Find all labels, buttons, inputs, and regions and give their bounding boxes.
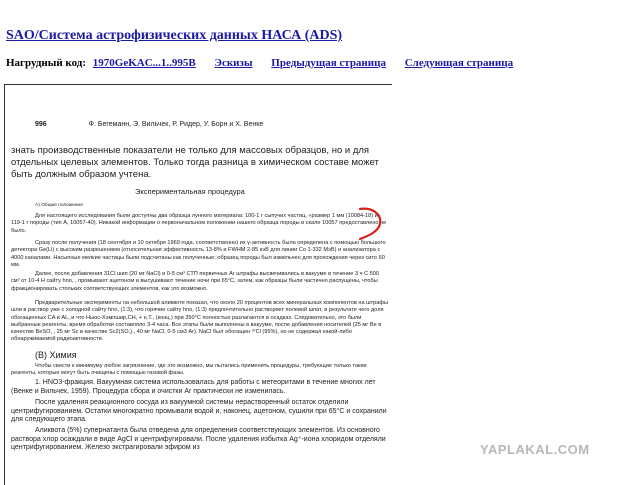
scan-subsection-a: А) Общие положения [35,203,83,208]
scan-section-b: (B) Химия [35,350,77,360]
page-title-link[interactable]: SAO/Система астрофизических данных НАСА (ADS) [6,28,343,43]
scanned-page-image [4,84,392,485]
scan-page-number: 996 [35,121,47,128]
next-page-link[interactable]: Следующая страница [404,57,514,69]
watermark: YAPLAKAL.COM [480,442,590,457]
bibcode-link[interactable]: 1970GeKAC...1..995B [92,57,196,69]
scan-paragraph-1: Для настоящего исследования были доступны два образца лунного материала: 100-1 г сыпучих частиц, «размер 1 мм (10084-18) и 119-1 г породы (тип A, 10057-40). Никакой информации о первоначальном положении нашего образца породы в скале 10057 предоставлено не было. [11,213,387,234]
nav-label: Нагрудный код: [6,57,87,69]
scan-page-header [35,121,390,128]
previous-page-link[interactable]: Предыдущая страница [271,57,386,69]
scan-paragraph-6: 1. HNO3-фракция. Вакуумная система использовалась для работы с метеоритами в течение многих лет (Венке и Вильчек, 1959). Процедура сбора и очистки Ar практически не изменилась. [11,379,376,395]
red-annotation-stroke [358,206,388,242]
scan-paragraph-3: Далее, после добавления 31Cl шип (20 мг NaCl) и 0-5 см³ СТП первичных Ar штрафы высвечивались в вакууме в течение 3 ч С 500 см³ от 10-4 Н сайту hno, , промывают ацетоном и высушивают течение ночи при 65°C, затем, как образцы были частично распущены, чтобы фракционировать стольких соответствующих элементов, как это возможно. [11,271,380,292]
scan-paragraph-2: Сразу после получения (18 сентября и 10 октября 1969 года, соответственно) их γ-активность была определена с помощью большого детектора Ge(Li) с высоким разрешением (относительная эффективность 13-8% и FWHM 2-85 кэВ для линии Co 1-332 МэВ) и анализатора с 4000 каналами. Насыпные мелкие частицы были подсчитаны как полученные; образец породы был измельчен для прохождения через сито 60 мм. [11,240,386,268]
scan-section-title: Экспериментальная процедура [135,187,245,196]
scan-paragraph-5: Чтобы свести к минимуму любое загрязнение, где это возможно, мы пытались применить процедуры, требующие только такие реагенты, которые могут быть очищены с помощью газовой фазы. [11,363,367,377]
scan-paragraph-8: Аликвота (5%) супернатанта была отведена для определения соответствующих элементов. Из основного раствора хлор осаждали в виде AgCl и центрифугировали. После удаления избытка Ag⁺-иона хлоридом отделяли центрифугированием. Железо экстрагировали эфиром из [11,427,386,452]
scan-authors: Ф. Бегеманн, Э. Вильчек, Р. Ридер, У. Борн и Х. Венке [88,121,264,128]
scan-intro-text: знать производственные показатели не только для массовых образцов, но и для отдельных целевых элементов. Только тогда разница в химическом составе может быть должным образом учтена. [11,145,379,180]
nav-row [6,57,513,69]
scan-paragraph-7: После удаления реакционного сосуда из вакуумной системы нерастворенный остаток отделили центрифугированием. Остатки многократно промывали водой и, наконец, ацетоном, сушили при 65°С и сохранили для следующего этапа. [11,399,387,424]
scan-paragraph-4: Предварительные эксперименты на небольшой аликвоте показал, что около 20 процентов всех минеральных компонентов на штрафы шли в раствор уже с холодной сайту hno, (1:3), что горячие сайту hno, (1:3) предпочтительно растворяет полевой шпат, в результате чего доля обогащенных CA и AL, и что Ньюс-Хэмпшир,СН, + н.Т., (конц.) при 350°С полностью разлагаются в осадках. Следовательно, это были выбранные реагенты, время обработки составляло 3-4 часа. Все этапы были выполнены в вакууме, после добавления носителей (25 мг Be в качестве BeSO, , 25 мг Sc в качестве Sc2(SO,)., 40 мг NaCl, 0-5 см3 Ar). NaCl был обогащен ³⁷Cl (95%), но не содержал какой-либо обнаруживаемой радиоактивности. [11,300,389,343]
sketches-link[interactable]: Эскизы [214,57,253,69]
